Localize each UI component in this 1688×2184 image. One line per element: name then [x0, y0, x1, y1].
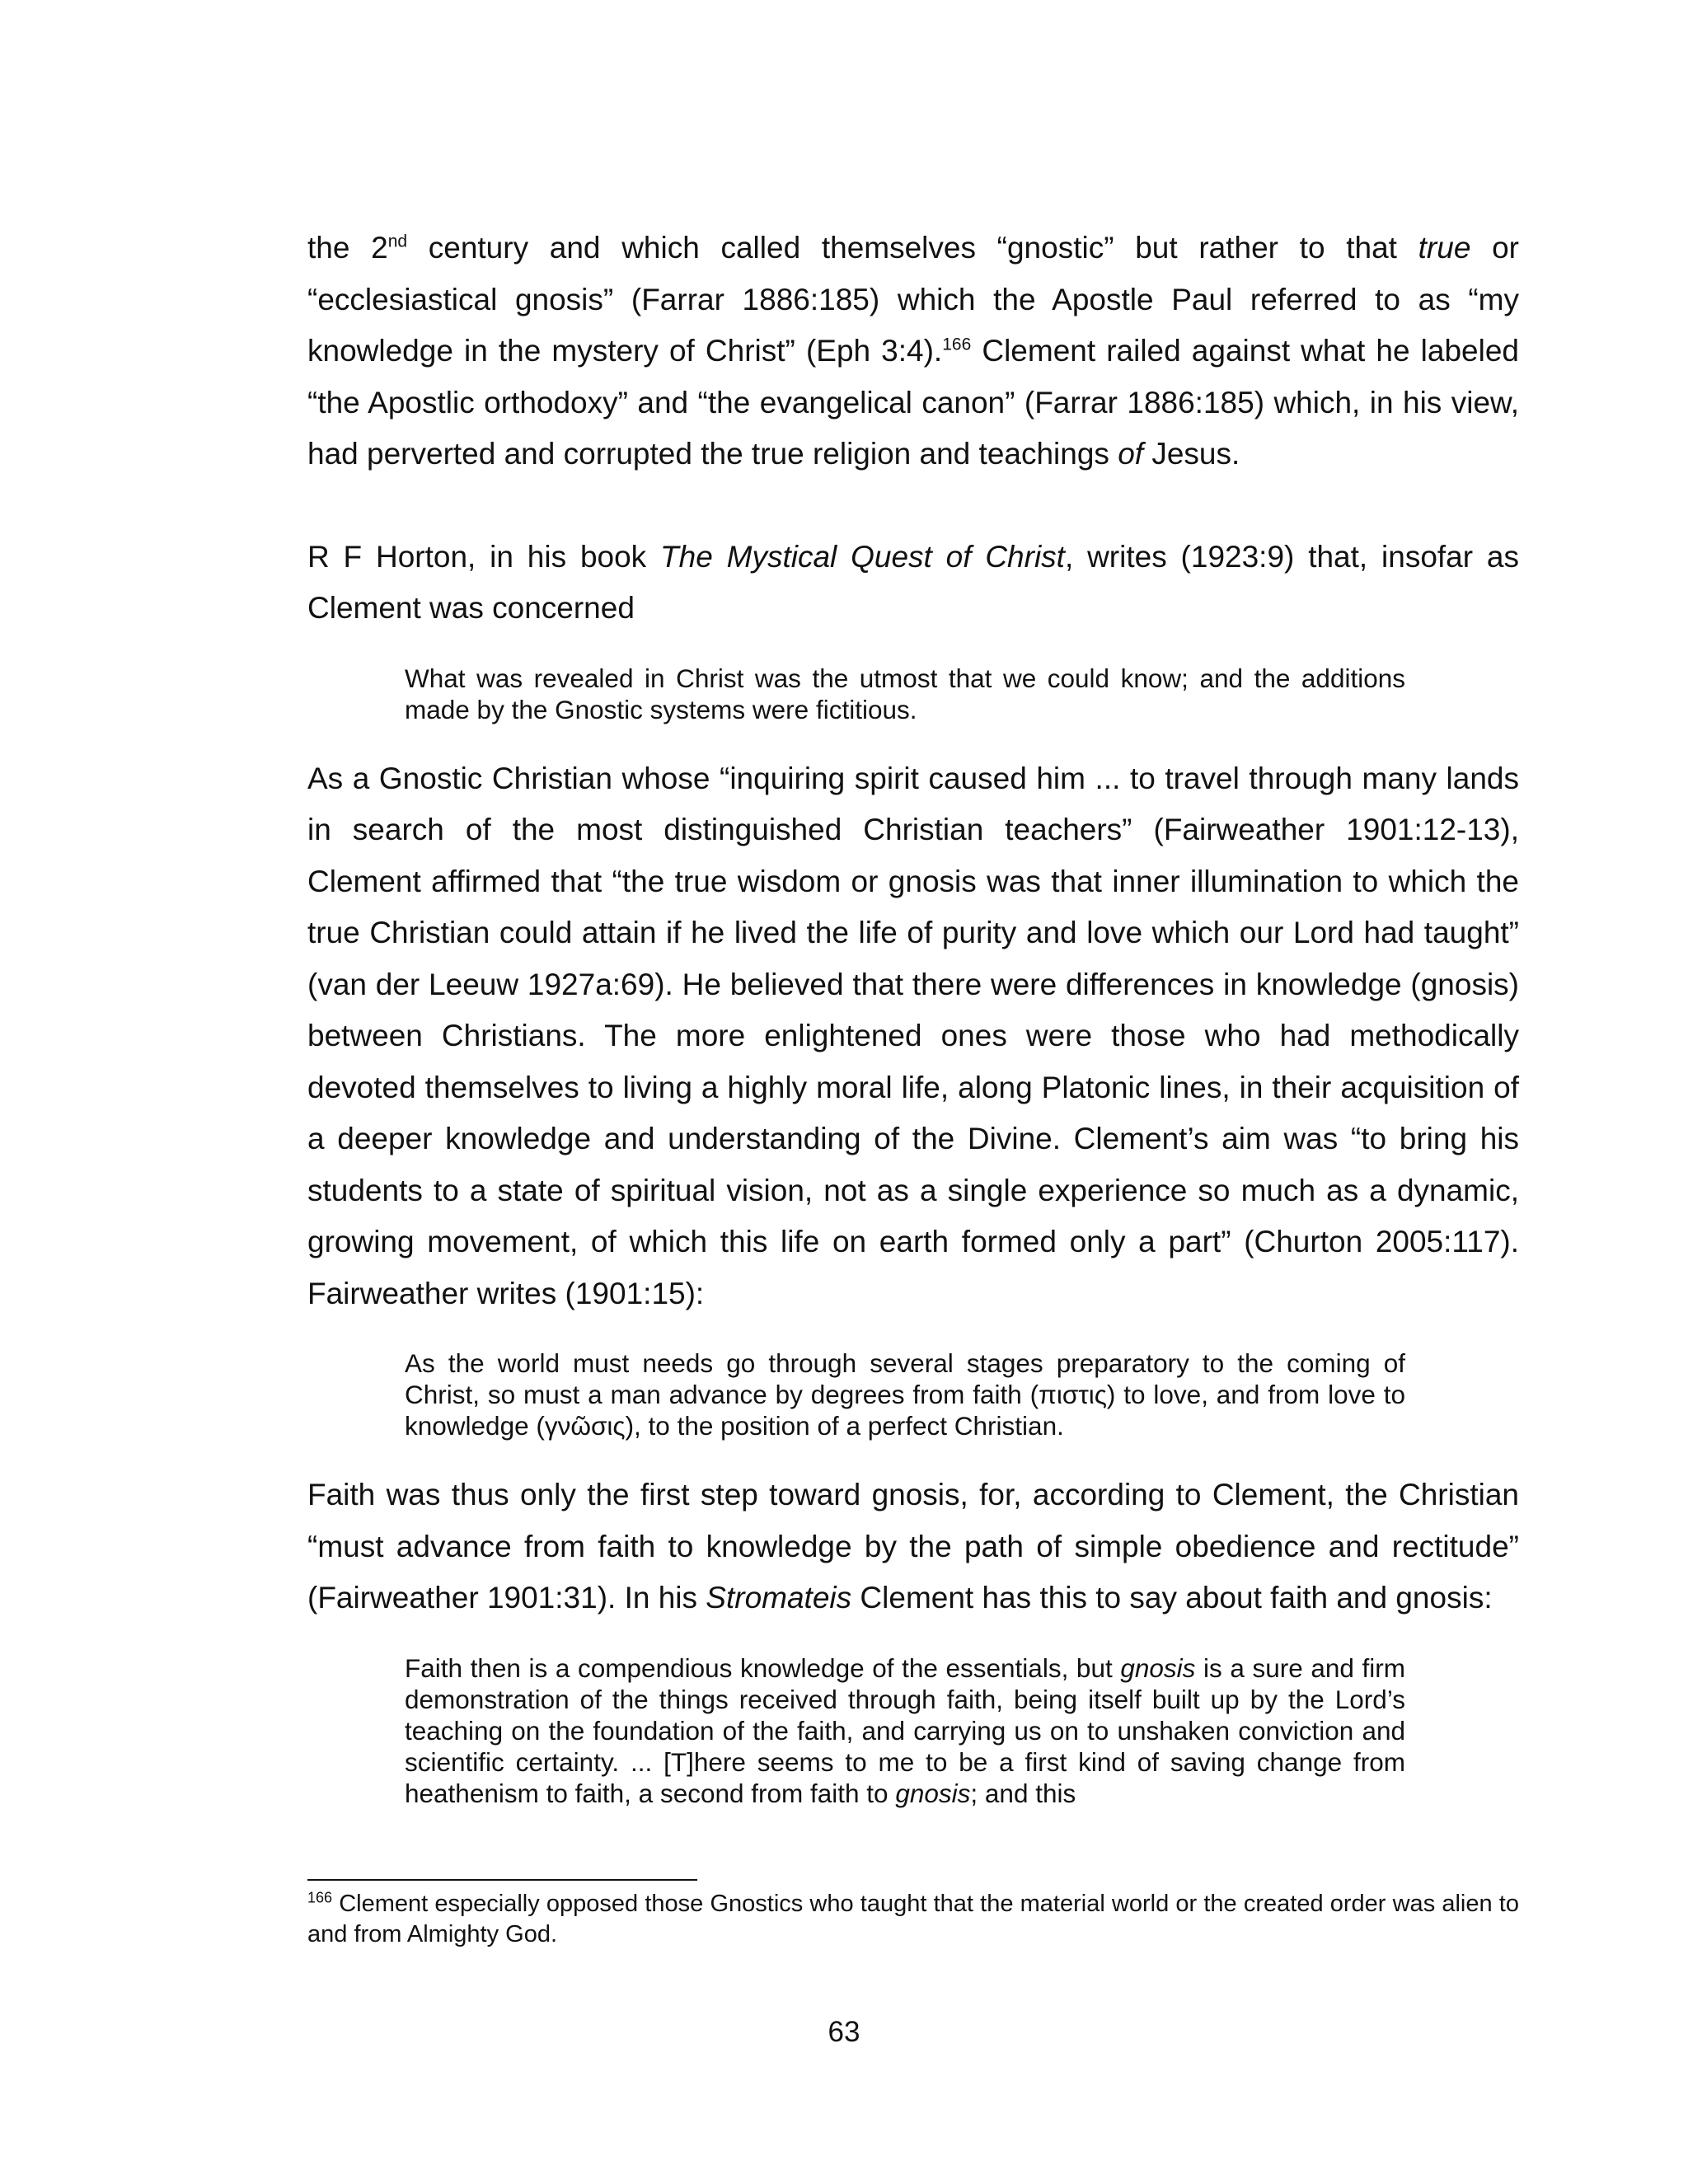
text-run: , writes (1923:9) that, insofar as Clement was concerned — [307, 539, 1520, 625]
text-run: Faith then is a compendious knowledge of the essentials, but — [405, 1652, 1121, 1683]
ordinal-superscript: nd — [387, 232, 408, 251]
footnote-166 — [307, 1889, 1519, 1950]
text-run: Clement has this to say about faith and gnosis: — [851, 1581, 1493, 1615]
page-number: 63 — [828, 2016, 860, 2048]
emphasis: of — [1118, 437, 1144, 471]
book-title: Stromateis — [706, 1581, 852, 1615]
book-title: The Mystical Quest of Christ — [660, 539, 1065, 574]
paragraph-1 — [307, 223, 1519, 480]
footnote-number: 166 — [307, 1889, 333, 1906]
block-quote-3 — [405, 1652, 1405, 1809]
text-run: Clement railed against what he labeled “the Apostlic orthodoxy” and “the evangelical canon” (Farrar 1886:185) which, in his view, had perverted and corrupted the true religion and teachings — [307, 334, 1519, 471]
text-run: is a sure and firm demonstration of the things received through faith, being itself built up by the Lord’s teaching on the foundation of the faith, and carrying us on to unshaken conviction and scientific certainty. ... [T]here seems to me to be a first kind of saving change from heathenism to faith, a second from faith to — [405, 1652, 1406, 1808]
text-run: Jesus. — [1143, 437, 1240, 471]
text-run: ; and this — [970, 1778, 1076, 1808]
paragraph-2 — [307, 532, 1519, 635]
emphasis: gnosis — [1120, 1652, 1196, 1683]
block-quote-1: What was revealed in Christ was the utmost that we could know; and the additions made by the Gnostic systems were fictitious. — [405, 663, 1405, 724]
text-run: the 2 — [307, 231, 388, 265]
footnote-reference[interactable]: 166 — [942, 335, 972, 354]
text-run: Faith was thus only the first step toward gnosis, for, according to Clement, the Christian “must advance from faith to knowledge by the path of simple obedience and rectitude” (Fairweather 1901:31). In his — [307, 1478, 1519, 1615]
text-run: century and which called themselves “gnostic” but rather to that — [407, 231, 1418, 265]
paragraph-3: As a Gnostic Christian whose “inquiring spirit caused him ... to travel through many lands in search of the most distinguished Christian teachers” (Fairweather 1901:12-13), Clement affirmed that “the true wisdom or gnosis was that inner illumination to which the true Christian could attain if he lived the life of purity and love which our Lord had taught” (van der Leeuw 1927a:69). He believed that there were differences in knowledge (gnosis) between Christians. The more enlightened ones were those who had methodically devoted themselves to living a highly moral life, along Platonic lines, in their acquisition of a deeper knowledge and understanding of the Divine. Clement’s aim was “to bring his students to a state of spiritual vision, not as a single experience so much as a dynamic, growing movement, of which this life on earth formed only a part” (Churton 2005:117). Fairweather writes (1901:15): — [307, 761, 1519, 1310]
footnote-separator — [307, 1879, 697, 1881]
paragraph-4 — [307, 1469, 1519, 1624]
emphasis: true — [1418, 231, 1471, 265]
footnote-text: Clement especially opposed those Gnostics who taught that the material world or the created order was alien to and from Almighty God. — [307, 1891, 1519, 1947]
text-run: R F Horton, in his book — [307, 539, 661, 574]
page-body — [307, 223, 1519, 1837]
text-run: or “ecclesiastical gnosis” (Farrar 1886:185) which the Apostle Paul referred to as “my knowledge in the mystery of Christ” (Eph 3:4). — [307, 231, 1519, 368]
block-quote-2: As the world must needs go through several stages preparatory to the coming of Christ, so must a man advance by degrees from faith (πιστις) to love, and from love to knowledge (γνῶσις), to the position of a perfect Christian. — [405, 1348, 1405, 1441]
emphasis: gnosis — [895, 1778, 971, 1808]
